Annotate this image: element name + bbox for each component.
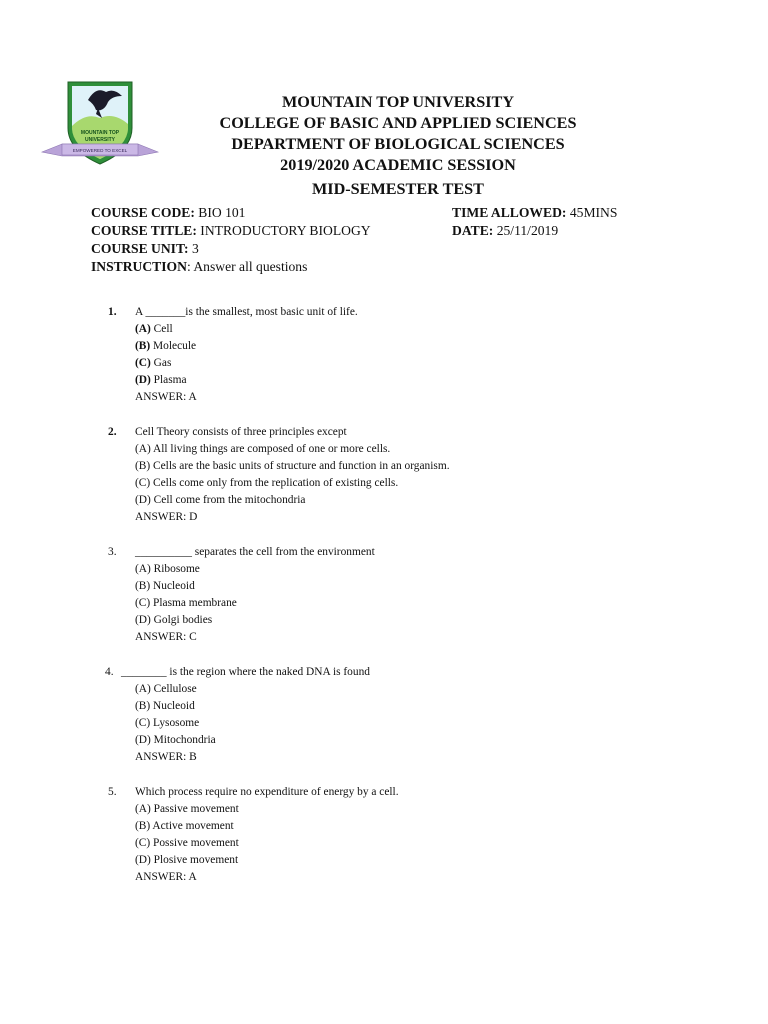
question-stem: ________ is the region where the naked DNA is found bbox=[121, 666, 370, 678]
question-number: 3. bbox=[108, 546, 117, 558]
answer: ANSWER: D bbox=[135, 511, 198, 523]
question-number: 5. bbox=[108, 786, 117, 798]
option: (D) Plosive movement bbox=[135, 854, 239, 866]
option: (A) All living things are composed of one or more cells. bbox=[135, 443, 391, 455]
question-stem: Which process require no expenditure of energy by a cell. bbox=[135, 786, 399, 798]
time-allowed: TIME ALLOWED: 45MINS bbox=[452, 205, 618, 220]
course-code: COURSE CODE: BIO 101 bbox=[91, 205, 246, 220]
logo-text-top: MOUNTAIN TOP bbox=[80, 130, 120, 136]
option: (D) Cell come from the mitochondria bbox=[135, 494, 306, 506]
college-name: COLLEGE OF BASIC AND APPLIED SCIENCES bbox=[219, 114, 577, 132]
option: (B) Active movement bbox=[135, 820, 234, 832]
logo-ribbon-text: EMPOWERED TO EXCEL bbox=[72, 148, 128, 153]
option: (C) Lysosome bbox=[135, 717, 200, 729]
option: (C) Cells come only from the replication of existing cells. bbox=[135, 477, 399, 489]
instruction: INSTRUCTION: Answer all questions bbox=[91, 259, 308, 274]
option: (B) Nucleoid bbox=[135, 580, 195, 592]
document-header bbox=[150, 92, 646, 200]
answer: ANSWER: B bbox=[135, 751, 197, 763]
option: (C) Plasma membrane bbox=[135, 597, 237, 609]
option: (C) Possive movement bbox=[135, 837, 239, 849]
option: (A) Passive movement bbox=[135, 803, 239, 815]
option-list bbox=[135, 561, 237, 646]
option: (A) Ribosome bbox=[135, 563, 200, 575]
option-list bbox=[135, 321, 197, 406]
option-list bbox=[135, 441, 450, 526]
test-date: DATE: 25/11/2019 bbox=[452, 223, 559, 238]
option-list bbox=[135, 681, 216, 766]
university-logo bbox=[40, 78, 160, 168]
logo-text-bottom: UNIVERSITY bbox=[84, 137, 116, 143]
option: (D) Mitochondria bbox=[135, 734, 216, 746]
question-number: 2. bbox=[108, 426, 117, 438]
academic-session: 2019/2020 ACADEMIC SESSION bbox=[280, 156, 516, 174]
course-info bbox=[91, 204, 691, 276]
option: (A) Cellulose bbox=[135, 683, 197, 695]
answer: ANSWER: A bbox=[135, 871, 197, 883]
question-stem: Cell Theory consists of three principles except bbox=[135, 426, 347, 438]
course-title: COURSE TITLE: INTRODUCTORY BIOLOGY bbox=[91, 223, 371, 238]
option: (B) Nucleoid bbox=[135, 700, 195, 712]
answer: ANSWER: C bbox=[135, 631, 197, 643]
option: (D) Plasma bbox=[135, 374, 187, 386]
option-list bbox=[135, 801, 239, 886]
test-title: MID-SEMESTER TEST bbox=[312, 180, 484, 198]
option: (B) Molecule bbox=[135, 340, 197, 352]
question-stem: __________ separates the cell from the environment bbox=[135, 546, 375, 558]
question-number: 4. bbox=[105, 666, 114, 678]
department-name: DEPARTMENT OF BIOLOGICAL SCIENCES bbox=[231, 135, 565, 153]
question-number: 1. bbox=[108, 306, 117, 318]
question-stem: A _______is the smallest, most basic unit of life. bbox=[135, 306, 358, 318]
answer: ANSWER: A bbox=[135, 391, 197, 403]
university-name: MOUNTAIN TOP UNIVERSITY bbox=[281, 93, 515, 111]
course-unit: COURSE UNIT: 3 bbox=[91, 241, 199, 256]
option: (C) Gas bbox=[135, 357, 172, 369]
option: (D) Golgi bodies bbox=[135, 614, 213, 626]
option: (B) Cells are the basic units of structure and function in an organism. bbox=[135, 460, 450, 472]
option: (A) Cell bbox=[135, 323, 173, 335]
